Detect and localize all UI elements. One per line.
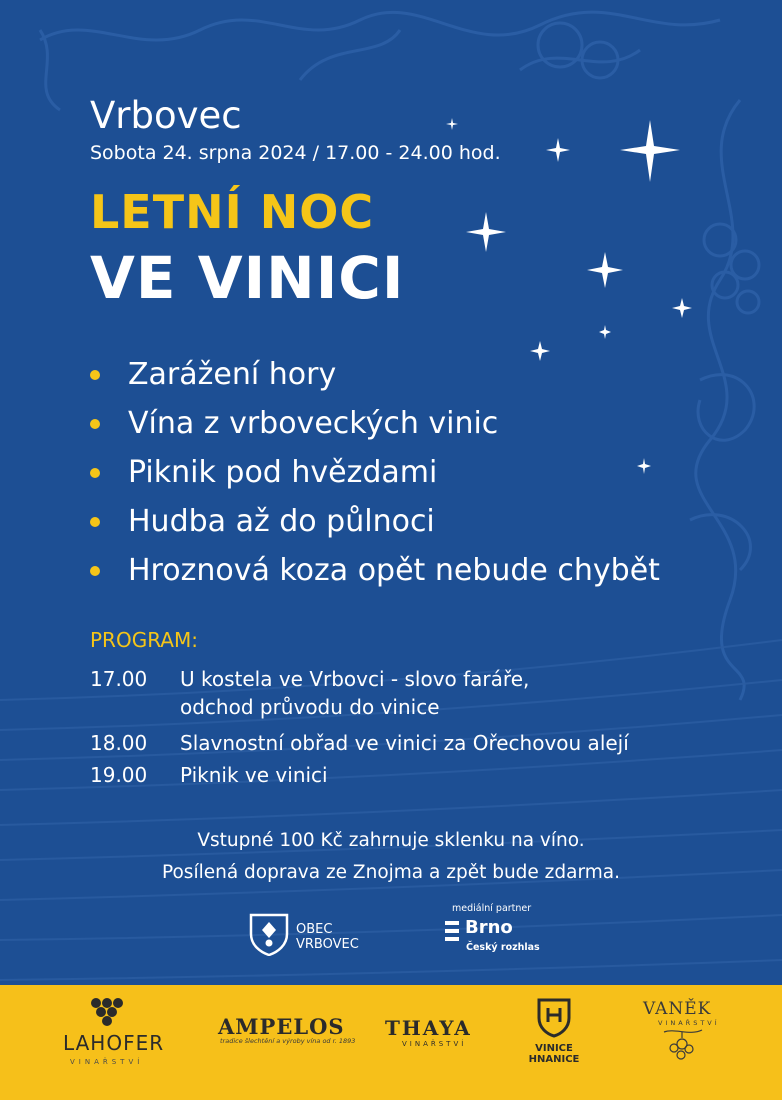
star-icon — [587, 252, 623, 288]
sponsor-ampelos: AMPELOS — [218, 1014, 345, 1039]
feature-item — [90, 448, 660, 497]
organizer-line2: VRBOVEC — [296, 937, 359, 952]
transport-info: Posílená doprava ze Znojma a zpět bude zdarma. — [161, 862, 620, 883]
media-partner-label: mediální partner — [452, 903, 532, 914]
feature-text: Vína z vrboveckých vinic — [128, 406, 499, 441]
feature-item — [90, 350, 660, 399]
media-partner-subname: Český rozhlas — [466, 942, 540, 953]
program-time: 19.00 — [90, 763, 148, 787]
sponsor-vanek: VANĚK — [643, 999, 712, 1019]
star-icon — [446, 118, 458, 130]
obec-vrbovec-emblem-icon — [248, 912, 290, 956]
obec-vrbovec-text — [296, 922, 359, 952]
sponsor-hnanice-line1: VINICE — [535, 1043, 573, 1054]
lahofer-grape-icon — [90, 997, 130, 1027]
feature-item — [90, 399, 660, 448]
event-title-line1: LETNÍ NOC — [90, 185, 375, 239]
star-icon — [546, 138, 570, 162]
event-title-line2: VE VINICI — [90, 244, 405, 312]
cesky-rozhlas-icon — [445, 921, 459, 941]
feature-text: Hudba až do půlnoci — [128, 504, 435, 539]
program-time: 18.00 — [90, 731, 148, 755]
vinice-hnanice-shield-icon — [537, 998, 571, 1038]
town-name: Vrbovec — [90, 94, 242, 137]
star-icon — [466, 212, 506, 252]
event-date: Sobota 24. srpna 2024 / 17.00 - 24.00 hod. — [90, 142, 501, 164]
bullet-icon — [90, 517, 100, 527]
sponsor-lahofer: LAHOFER — [63, 1031, 165, 1055]
sponsor-vinice-hnanice — [528, 1043, 580, 1065]
feature-item — [90, 497, 660, 546]
star-icon — [672, 298, 692, 318]
bullet-icon — [90, 566, 100, 576]
star-icon — [599, 325, 611, 339]
program-line1: U kostela ve Vrbovci - slovo faráře, — [180, 667, 530, 691]
feature-item — [90, 546, 660, 595]
program-description — [180, 665, 529, 721]
feature-text: Piknik pod hvězdami — [128, 455, 438, 490]
organizer-line1: OBEC — [296, 922, 333, 937]
feature-text: Hroznová koza opět nebude chybět — [128, 553, 660, 588]
admission-info: Vstupné 100 Kč zahrnuje sklenku na víno. — [197, 830, 585, 851]
vanek-vine-icon — [660, 1028, 706, 1064]
media-partner-name: Brno — [465, 917, 513, 938]
program-description: Piknik ve vinici — [180, 763, 328, 787]
program-line2: odchod průvodu do vinice — [180, 695, 440, 719]
bullet-icon — [90, 468, 100, 478]
star-icon — [620, 120, 680, 182]
sponsor-lahofer-sub: VINAŘSTVÍ — [70, 1058, 144, 1066]
sponsor-thaya-sub: VINAŘSTVÍ — [402, 1040, 467, 1048]
sponsor-thaya: THAYA — [385, 1016, 472, 1040]
program-heading: PROGRAM: — [90, 628, 198, 652]
sponsor-ampelos-sub: tradice šlechtění a výroby vína od r. 1893 — [220, 1037, 356, 1045]
program-description: Slavnostní obřad ve vinici za Ořechovou alejí — [180, 731, 629, 755]
bullet-icon — [90, 370, 100, 380]
program-time: 17.00 — [90, 667, 148, 691]
feature-list — [90, 350, 660, 595]
bullet-icon — [90, 419, 100, 429]
sponsor-hnanice-line2: HNANICE — [528, 1054, 580, 1065]
sponsor-vanek-sub: VINAŘSTVÍ — [658, 1019, 720, 1027]
feature-text: Zarážení hory — [128, 357, 337, 392]
